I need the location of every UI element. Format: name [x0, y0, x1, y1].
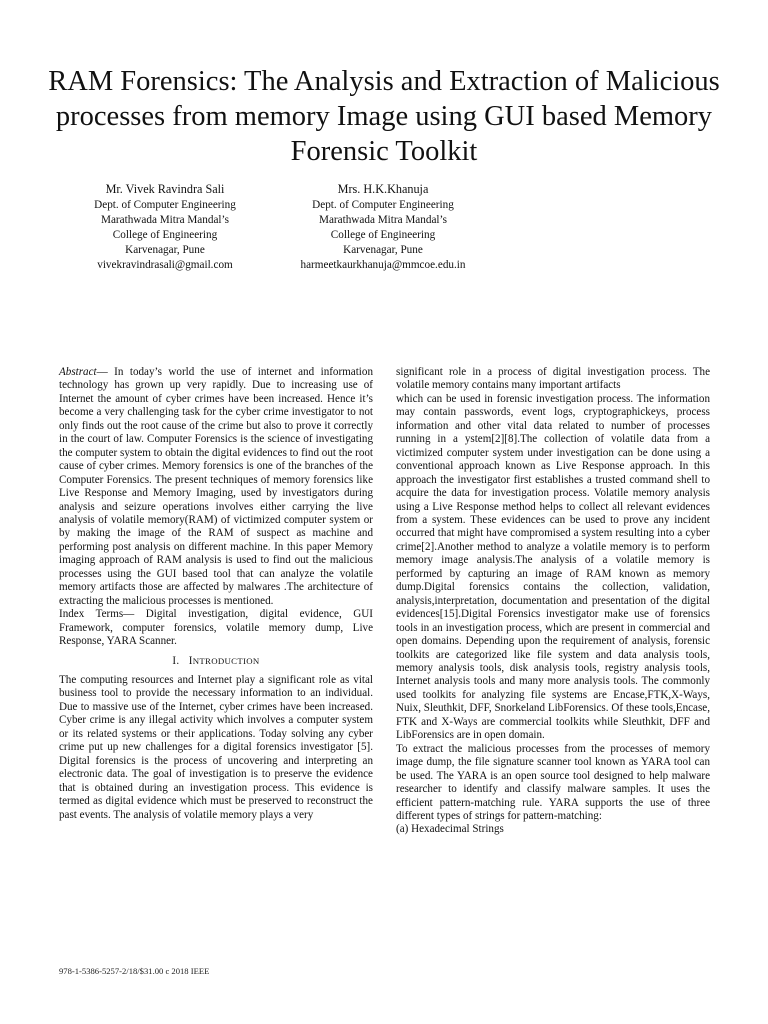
right-column	[396, 366, 710, 837]
author-college: College of Engineering	[112, 229, 218, 241]
author-org: Marathwada Mitra Mandal’s	[319, 214, 447, 226]
author-name: Mr. Vivek Ravindra Sali	[105, 182, 225, 196]
author-block-2	[253, 182, 513, 273]
author-location: Karvenagar, Pune	[343, 244, 423, 256]
author-email: vivekravindrasali@gmail.com	[97, 259, 233, 271]
author-dept: Dept. of Computer Engineering	[312, 199, 454, 211]
abstract-text: — In today’s world the use of internet and information technology has grown up very rapidly. Due to increasing use of Internet the amount of cyber crimes have been increased. Hence it’s become a very challenging task for the cyber crime investigator to not only finds out the root cause of the crime but also to prove it correctly in the court of law. Computer Forensics is the science of investigating the computer system to obtain the digital evidences to find out the root cause of cyber crimes. Memory forensics is one of the branches of the Computer Forensics. The present techniques of memory forensics like Live Response and Memory Imaging, used by investigators during analysis and seizure operations involves either carrying the live analysis of volatile memory(RAM) of victimized computer system or by making the image of the RAM of suspect as machine and performing post analysis on different machine. In this paper Memory imaging approach of RAM analysis is used to find out the malicious processes using the GUI based tool that can analyze the volatile memory artifacts those are affected by malwares .The architecture of extracting the malicious processes is mentioned.	[59, 366, 373, 607]
abstract	[59, 366, 373, 608]
paragraph: To extract the malicious processes from the processes of memory image dump, the file signature scanner tool known as YARA tool can be used. The YARA is an open source tool designed to help malware researcher to identify and classify malware samples. It uses the efficient pattern-matching rule. YARA supports the use of three different types of strings for pattern-matching:	[396, 742, 710, 822]
section-number: I.	[172, 654, 180, 667]
copyright-footer: 978-1-5386-5257-2/18/$31.00 c 2018 IEEE	[59, 966, 210, 976]
author-college: College of Engineering	[330, 229, 436, 241]
abstract-label: Abstract	[59, 366, 97, 378]
paper-title: RAM Forensics: The Analysis and Extraction of Malicious processes from memory Image using GUI based Memory Forensic Toolkit	[48, 66, 720, 167]
author-dept: Dept. of Computer Engineering	[94, 199, 236, 211]
author-location: Karvenagar, Pune	[125, 244, 205, 256]
author-name: Mrs. H.K.Khanuja	[337, 182, 429, 196]
left-column	[59, 366, 373, 822]
index-terms: Index Terms— Digital investigation, digital evidence, GUI Framework, computer forensics, volatile memory dump, Live Response, YARA Scanner.	[59, 608, 373, 648]
paragraph: (a) Hexadecimal Strings	[396, 823, 504, 836]
section-title-initial: I	[188, 654, 193, 667]
author-org: Marathwada Mitra Mandal’s	[101, 214, 229, 226]
paragraph: which can be used in forensic investigation process. The information may contain passwords, event logs, cryptographickeys, process information and other vital data related to number of processes running in a ystem[2][8].The collection of volatile data from a victimized computer system under investigation can be done using a conventional approach known as Live Response approach. In this approach the investigator first establishes a trusted command shell to acquire the data for investigation process. Volatile memory analysis using a Live Response method helps to collect all relevant evidences from a system. These evidences can be used to prove any incident occurred that might have compromised a system resulting into a cyber crime[2].Another method to analyze a volatile memory is to perform memory image analysis.The analysis of a volatile memory is performed by capturing an image of RAM known as memory dump.Digital forensics contains the collection, validation, analysis,interpretation, documentation and presentation of the digital evidences[15].Digital Forensics investigator make use of forensics tools in an investigation process, which are present in commercial and open domains. Depending upon the requirement of analysis, forensic toolkits are categorized like file system and data analysis tools, memory analysis tools, disk analysis tools, registry analysis tools, Internet analysis tools and many more analysis tools. The commonly used toolkits for analyzing file systems are Encase,FTK,X-Ways, Nuix, Sleuthkit, DFF, Snorkeland LibForensics. Of these tools,Encase, FTK and X-Ways are commercial toolkits while Sleuthkit, DFF and LibForensics are in open domain.	[396, 392, 710, 742]
section-heading-introduction	[59, 655, 373, 668]
paragraph: significant role in a process of digital investigation process. The volatile memory contains many important artifacts	[396, 366, 710, 392]
section-title-rest: NTRODUCTION	[192, 655, 260, 666]
introduction-text: The computing resources and Internet play a significant role as vital business tool to provide the necessary information to an individual. Due to massive use of the Internet, cyber crimes have been increased. Cyber crime is any illegal activity which involves a computer system or its related systems or their applications. Today solving any cyber crime put up new challenges for a digital forensics investigator [5]. Digital forensics is the process of uncovering and interpreting an electronic data. The goal of investigation is to preserve the evidence that is obtained during an investigation process. This evidence is termed as digital evidence which must be preserved to reconstruct the past events. The analysis of volatile memory plays a very	[59, 673, 373, 821]
author-email: harmeetkaurkhanuja@mmcoe.edu.in	[300, 259, 466, 271]
